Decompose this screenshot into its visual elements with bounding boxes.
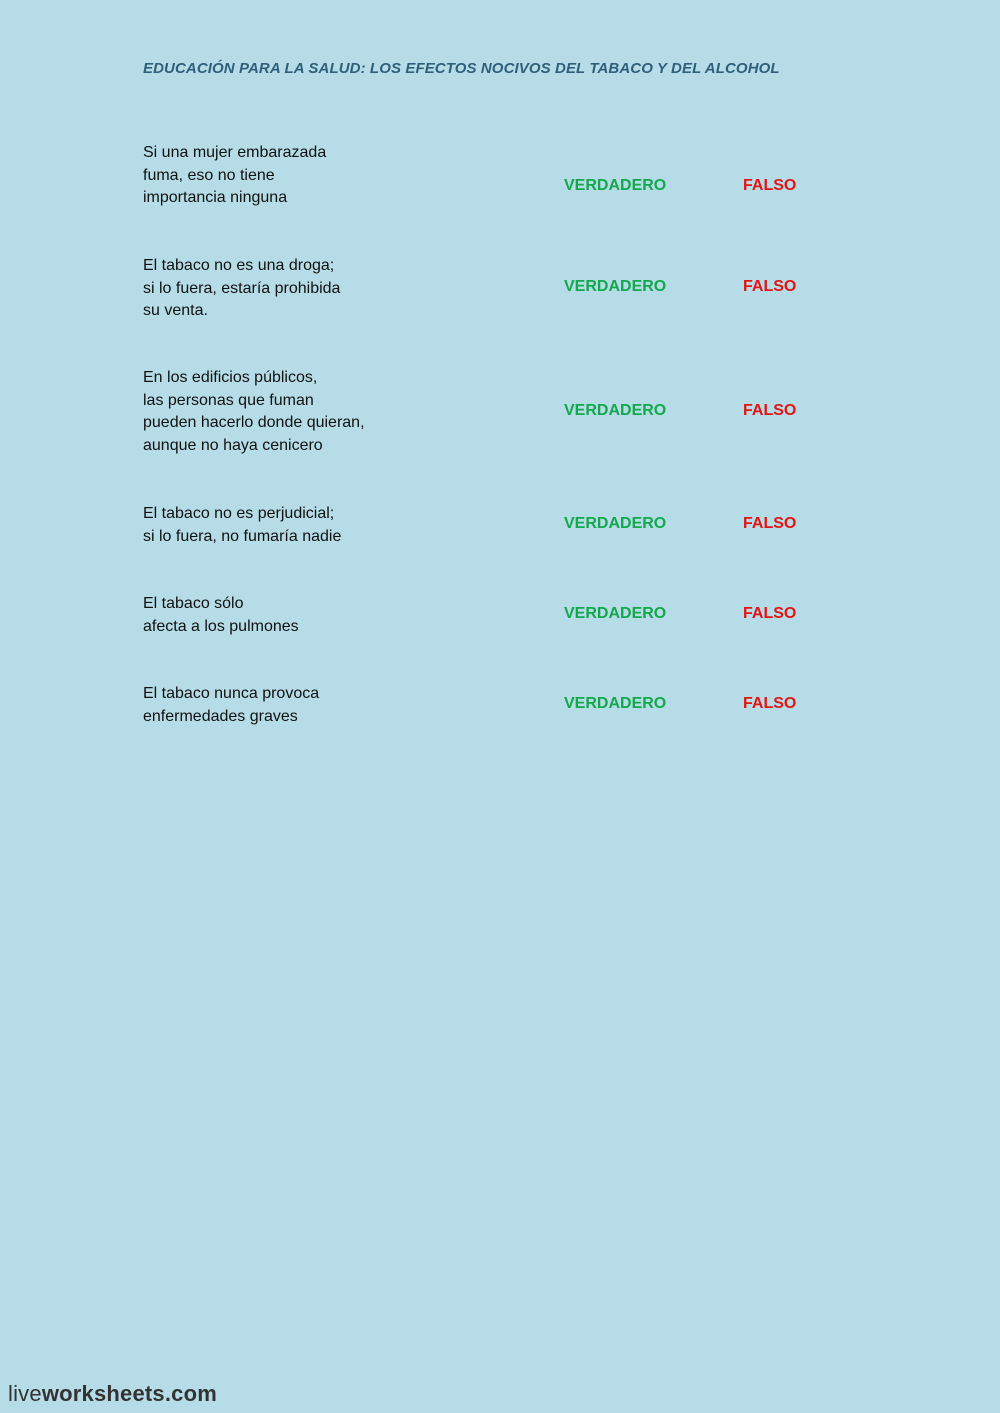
question-line: fuma, eso no tiene (143, 166, 275, 184)
false-option[interactable]: FALSO (743, 278, 797, 295)
question-line: importancia ninguna (143, 189, 288, 207)
true-option[interactable]: VERDADERO (564, 278, 667, 295)
logo-bold-text: worksheets.com (41, 1381, 218, 1406)
question-line: afecta a los pulmones (143, 617, 299, 635)
question-item (143, 683, 543, 803)
true-option[interactable]: VERDADERO (564, 695, 667, 712)
question-text (143, 683, 319, 728)
question-line: pueden hacerlo donde quieran, (143, 414, 365, 432)
question-line: si lo fuera, no fumaría nadie (143, 527, 342, 545)
question-item (143, 255, 543, 375)
question-item (143, 142, 543, 262)
true-option[interactable]: VERDADERO (564, 177, 667, 194)
question-line: El tabaco sólo (143, 595, 244, 612)
question-line: su venta. (143, 302, 208, 320)
question-line: las personas que fuman (143, 391, 314, 409)
question-line: En los edificios públicos, (143, 369, 318, 386)
false-option[interactable]: FALSO (743, 402, 797, 419)
true-option[interactable]: VERDADERO (564, 515, 667, 532)
liveworksheets-logo (8, 1381, 217, 1407)
false-option[interactable]: FALSO (743, 177, 797, 194)
question-line: El tabaco no es perjudicial; (143, 505, 335, 522)
logo-light-text: live (8, 1381, 42, 1406)
question-line: si lo fuera, estaría prohibida (143, 279, 341, 297)
page-title: EDUCACIÓN PARA LA SALUD: LOS EFECTOS NOCIVOS DEL TABACO Y DEL ALCOHOL (143, 60, 780, 77)
question-line: El tabaco no es una droga; (143, 257, 335, 274)
question-line: aunque no haya cenicero (143, 436, 323, 454)
question-text (143, 255, 340, 323)
false-option[interactable]: FALSO (743, 605, 797, 622)
false-option[interactable]: FALSO (743, 695, 797, 712)
true-option[interactable]: VERDADERO (564, 605, 667, 622)
question-line: El tabaco nunca provoca (143, 685, 320, 702)
false-option[interactable]: FALSO (743, 515, 797, 532)
question-line: enfermedades graves (143, 707, 298, 725)
question-text (143, 142, 326, 210)
true-option[interactable]: VERDADERO (564, 402, 667, 419)
question-line: Si una mujer embarazada (143, 144, 327, 161)
question-item (143, 367, 543, 487)
question-text (143, 503, 341, 548)
question-text (143, 593, 299, 638)
question-text (143, 367, 365, 457)
